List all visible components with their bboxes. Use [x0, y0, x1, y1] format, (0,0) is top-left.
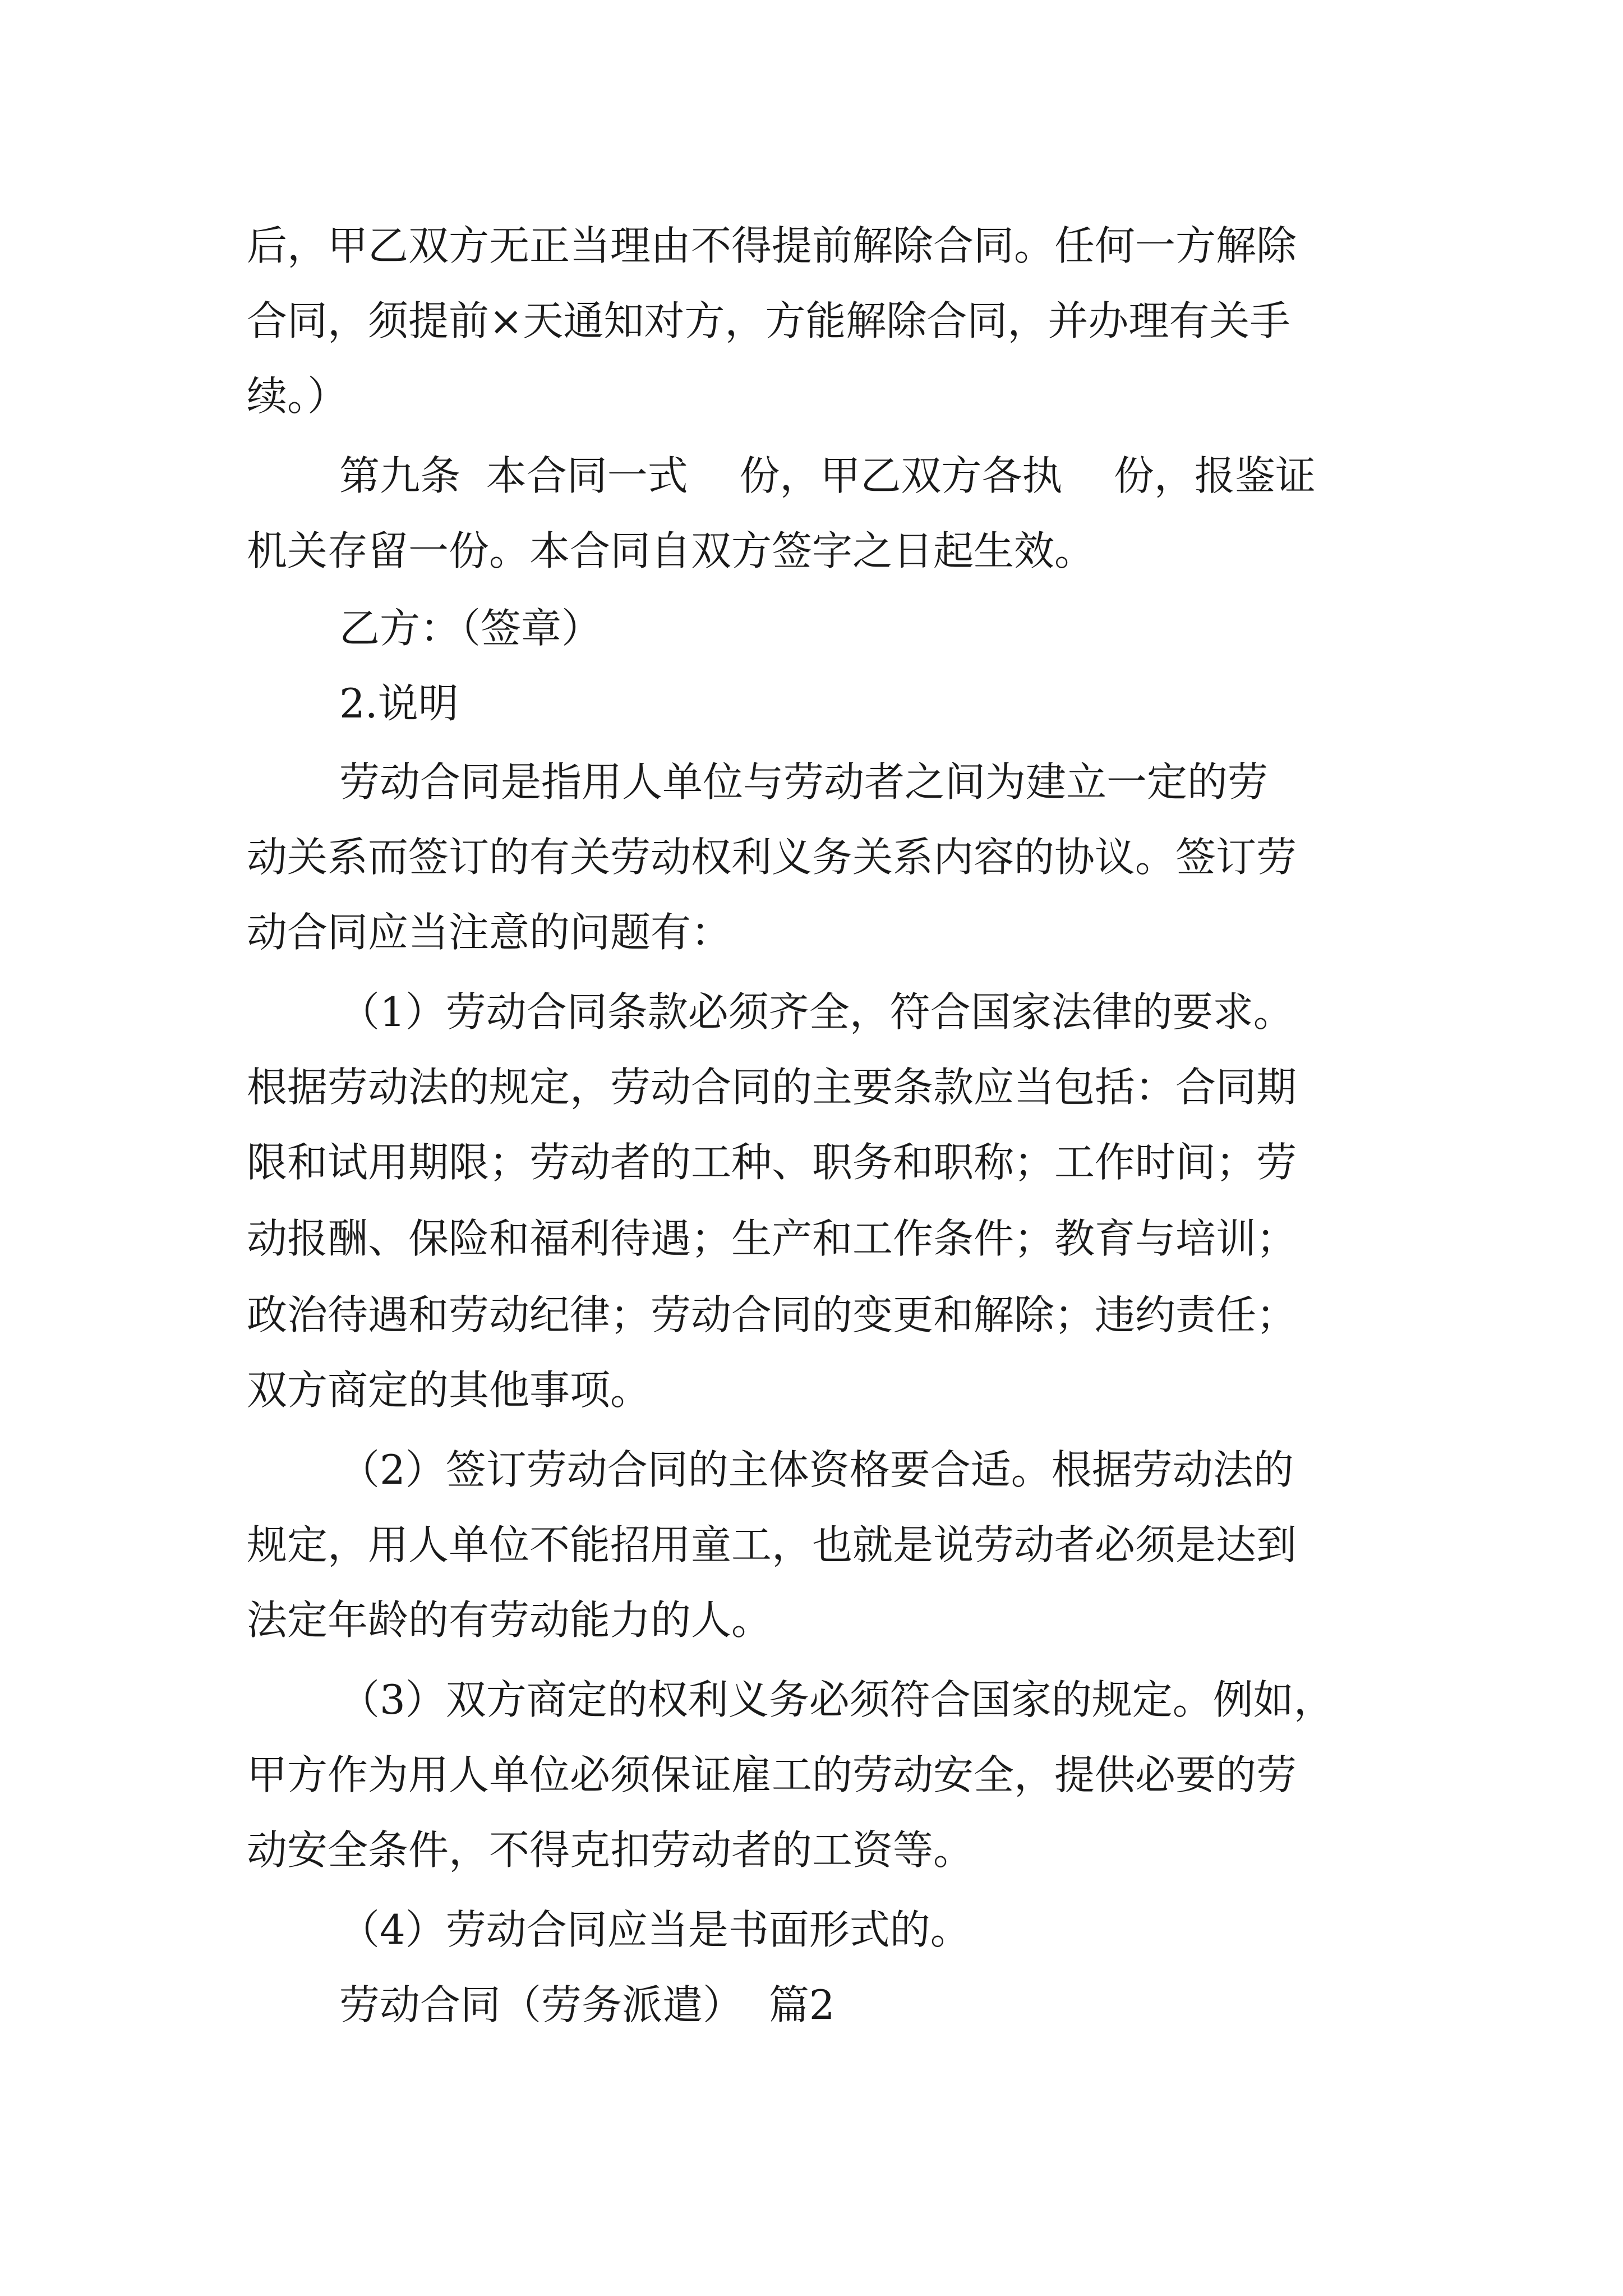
text-line: 双方商定的其他事项。	[247, 1366, 651, 1414]
text-line: 合同，须提前×天通知对方，方能解除合同，并办理有关手	[247, 297, 1290, 344]
text-line: 续。）	[247, 372, 348, 420]
text-line: （2）签订劳动合同的主体资格要合适。根据劳动法的	[339, 1446, 1294, 1493]
text-line: 法定年龄的有劳动能力的人。	[247, 1596, 772, 1644]
text-line: 劳动合同（劳务派遣） 篇2	[339, 1981, 835, 2028]
text-line: 机关存留一份。本合同自双方签字之日起生效。	[247, 527, 1095, 574]
text-line: （3）双方商定的权利义务必须符合国家的规定。例如，	[339, 1676, 1334, 1723]
text-line: 劳动合同是指用人单位与劳动者之间为建立一定的劳	[339, 758, 1269, 806]
text-line: 根据劳动法的规定，劳动合同的主要条款应当包括：合同期	[247, 1064, 1297, 1111]
text-line: 动安全条件，不得克扣劳动者的工资等。	[247, 1826, 974, 1874]
text-line: 2.说明	[339, 680, 459, 727]
text-line: 动合同应当注意的问题有：	[247, 909, 732, 956]
text-line: 政治待遇和劳动纪律；劳动合同的变更和解除；违约责任；	[247, 1291, 1297, 1338]
text-line: 第九条 本合同一式 份，甲乙双方各执 份，报鉴证	[339, 452, 1316, 499]
text-line: （1）劳动合同条款必须齐全，符合国家法律的要求。	[339, 988, 1294, 1036]
text-line: 乙方：（签章）	[339, 605, 602, 652]
text-line: 动报酬、保险和福利待遇；生产和工作条件；教育与培训；	[247, 1215, 1297, 1262]
text-line: 规定，用人单位不能招用童工，也就是说劳动者必须是达到	[247, 1521, 1297, 1568]
text-line: 动关系而签订的有关劳动权利义务关系内容的协议。签订劳	[247, 834, 1297, 881]
text-line: （4）劳动合同应当是书面形式的。	[339, 1906, 971, 1953]
text-line: 后，甲乙双方无正当理由不得提前解除合同。任何一方解除	[247, 222, 1297, 269]
text-line: 甲方作为用人单位必须保证雇工的劳动安全，提供必要的劳	[247, 1751, 1297, 1798]
text-line: 限和试用期限；劳动者的工种、职务和职称；工作时间；劳	[247, 1139, 1297, 1186]
